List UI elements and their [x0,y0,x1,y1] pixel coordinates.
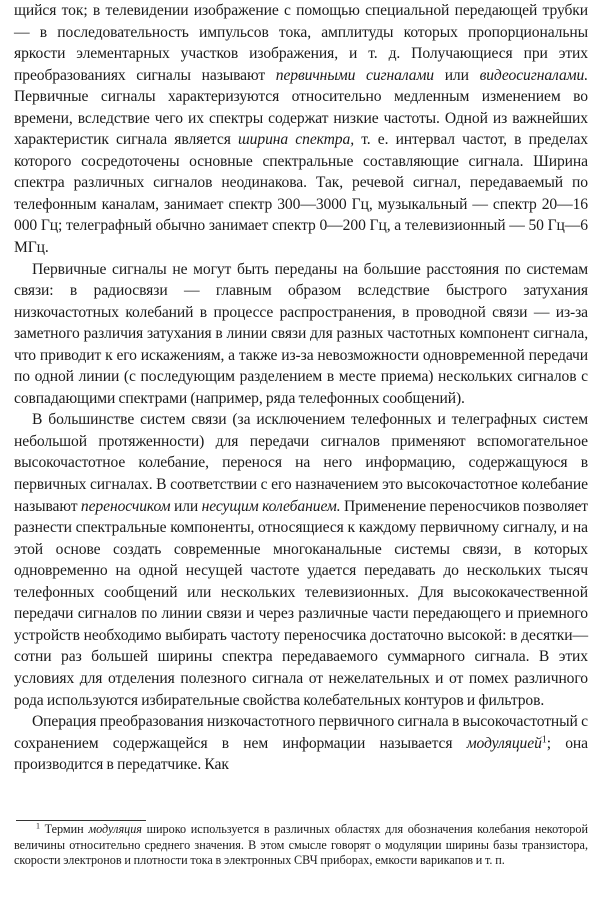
text-run: широко используется в различных областях для обозначения колебания некоторой величины относительно среднего значения. В этом смысле говорят о модуляции ширины базы транзистора, скорости электронов и плотности тока в электронных СВЧ приборах, емкости варикапов и т. п. [14,822,588,868]
paragraph [14,711,588,776]
text-run: или [170,497,202,515]
text-run: В большинстве систем связи (за исключением телефонных и телеграфных систем небольшой протяженности) для передачи сигналов применяют вспомогательное высокочастотное колебание, перенося на него информацию, содержащуюся в первичных сигналах. В соответствии с его назначением это высокочастотное колебание называют [14,411,588,515]
footnote [14,822,588,869]
paragraph [14,259,588,410]
text-run: или [434,66,480,84]
text-run: Первичные сигналы не могут быть переданы на большие расстояния по системам связи: в радиосвязи — главным образом вследствие быстрого затухания низкочастотных колебаний в процессе распространения, в проводной связи — из-за заметного различия затухания в линии связи для разных частотных компонент сигнала, что приводит к его искажениям, а также из-за невозможности одновременной передачи по одной линии (с последующим разделением в месте приема) нескольких сигналов с совпадающими спектрами (например, ряда телефонных сообщений). [14,260,588,407]
italic-term: видеосигналами. [479,66,588,84]
italic-term: модуляция [88,822,142,836]
footnote-marker: 1 [36,821,40,831]
footnote-marker: 1 [541,734,547,746]
text-run: Применение переносчиков позволяет разнести спектральные компоненты, относящиеся к каждому первичному сигналу, и на этой основе создать современные многоканальные системы связи, в которых одновременно на одной несущей частоте удается передавать до нескольких тысяч телефонных сообщений или нескольких телевизионных. Для высококачественной передачи сигналов по линии связи и через различные части передающего и приемного устройств необходимо выбирать частоту переносчика достаточно высокой: в десятки—сотни раз большей ширины спектра передаваемого суммарного сигнала. В этих условиях для отделения полезного сигнала от нежелательных и от помех различного рода используются избирательные свойства колебательных контуров и фильтров. [14,497,588,709]
body-text [14,0,588,776]
text-run: т. е. интервал частот, в пределах которого сосредоточены основные спектральные составляющие сигнала. Ширина спектра различных сигналов неодинакова. Так, речевой сигнал, передаваемый по телефонным каналам, занимает спектр 300—3000 Гц, музыкальный — спектр 20—16 000 Гц; телеграфный обычно занимает спектр 0—200 Гц, а телевизионный — 50 Гц—6 МГц. [14,131,588,257]
text-run: Операция преобразования низкочастотного первичного сигнала в высокочастотный с сохранением содержащейся в нем информации называется [14,713,588,752]
text-run: Термин [39,822,89,836]
text-run: ; она производится в передатчике. Как [14,734,588,774]
italic-term: модуляцией [466,734,542,752]
text-run: щийся ток; в телевидении изображение с помощью специальной передающей трубки — в последовательность импульсов тока, амплитуды которых пропорциональны яркости элементарных участков изображения, и т. д. Получающиеся при этих преобразованиях сигналы называют [14,2,588,84]
text-run: Первичные сигналы характеризуются относительно медленным изменением во времени, вследствие чего их спектры содержат низкие частоты. Одной из важнейших характеристик сигнала является [14,88,588,149]
italic-term: ширина спектра, [238,131,354,149]
italic-term: переносчиком [80,497,171,515]
italic-term: первичными сигналами [275,66,434,84]
paragraph [14,0,588,259]
paragraph [14,409,588,711]
italic-term: несущим колебанием. [201,497,341,515]
